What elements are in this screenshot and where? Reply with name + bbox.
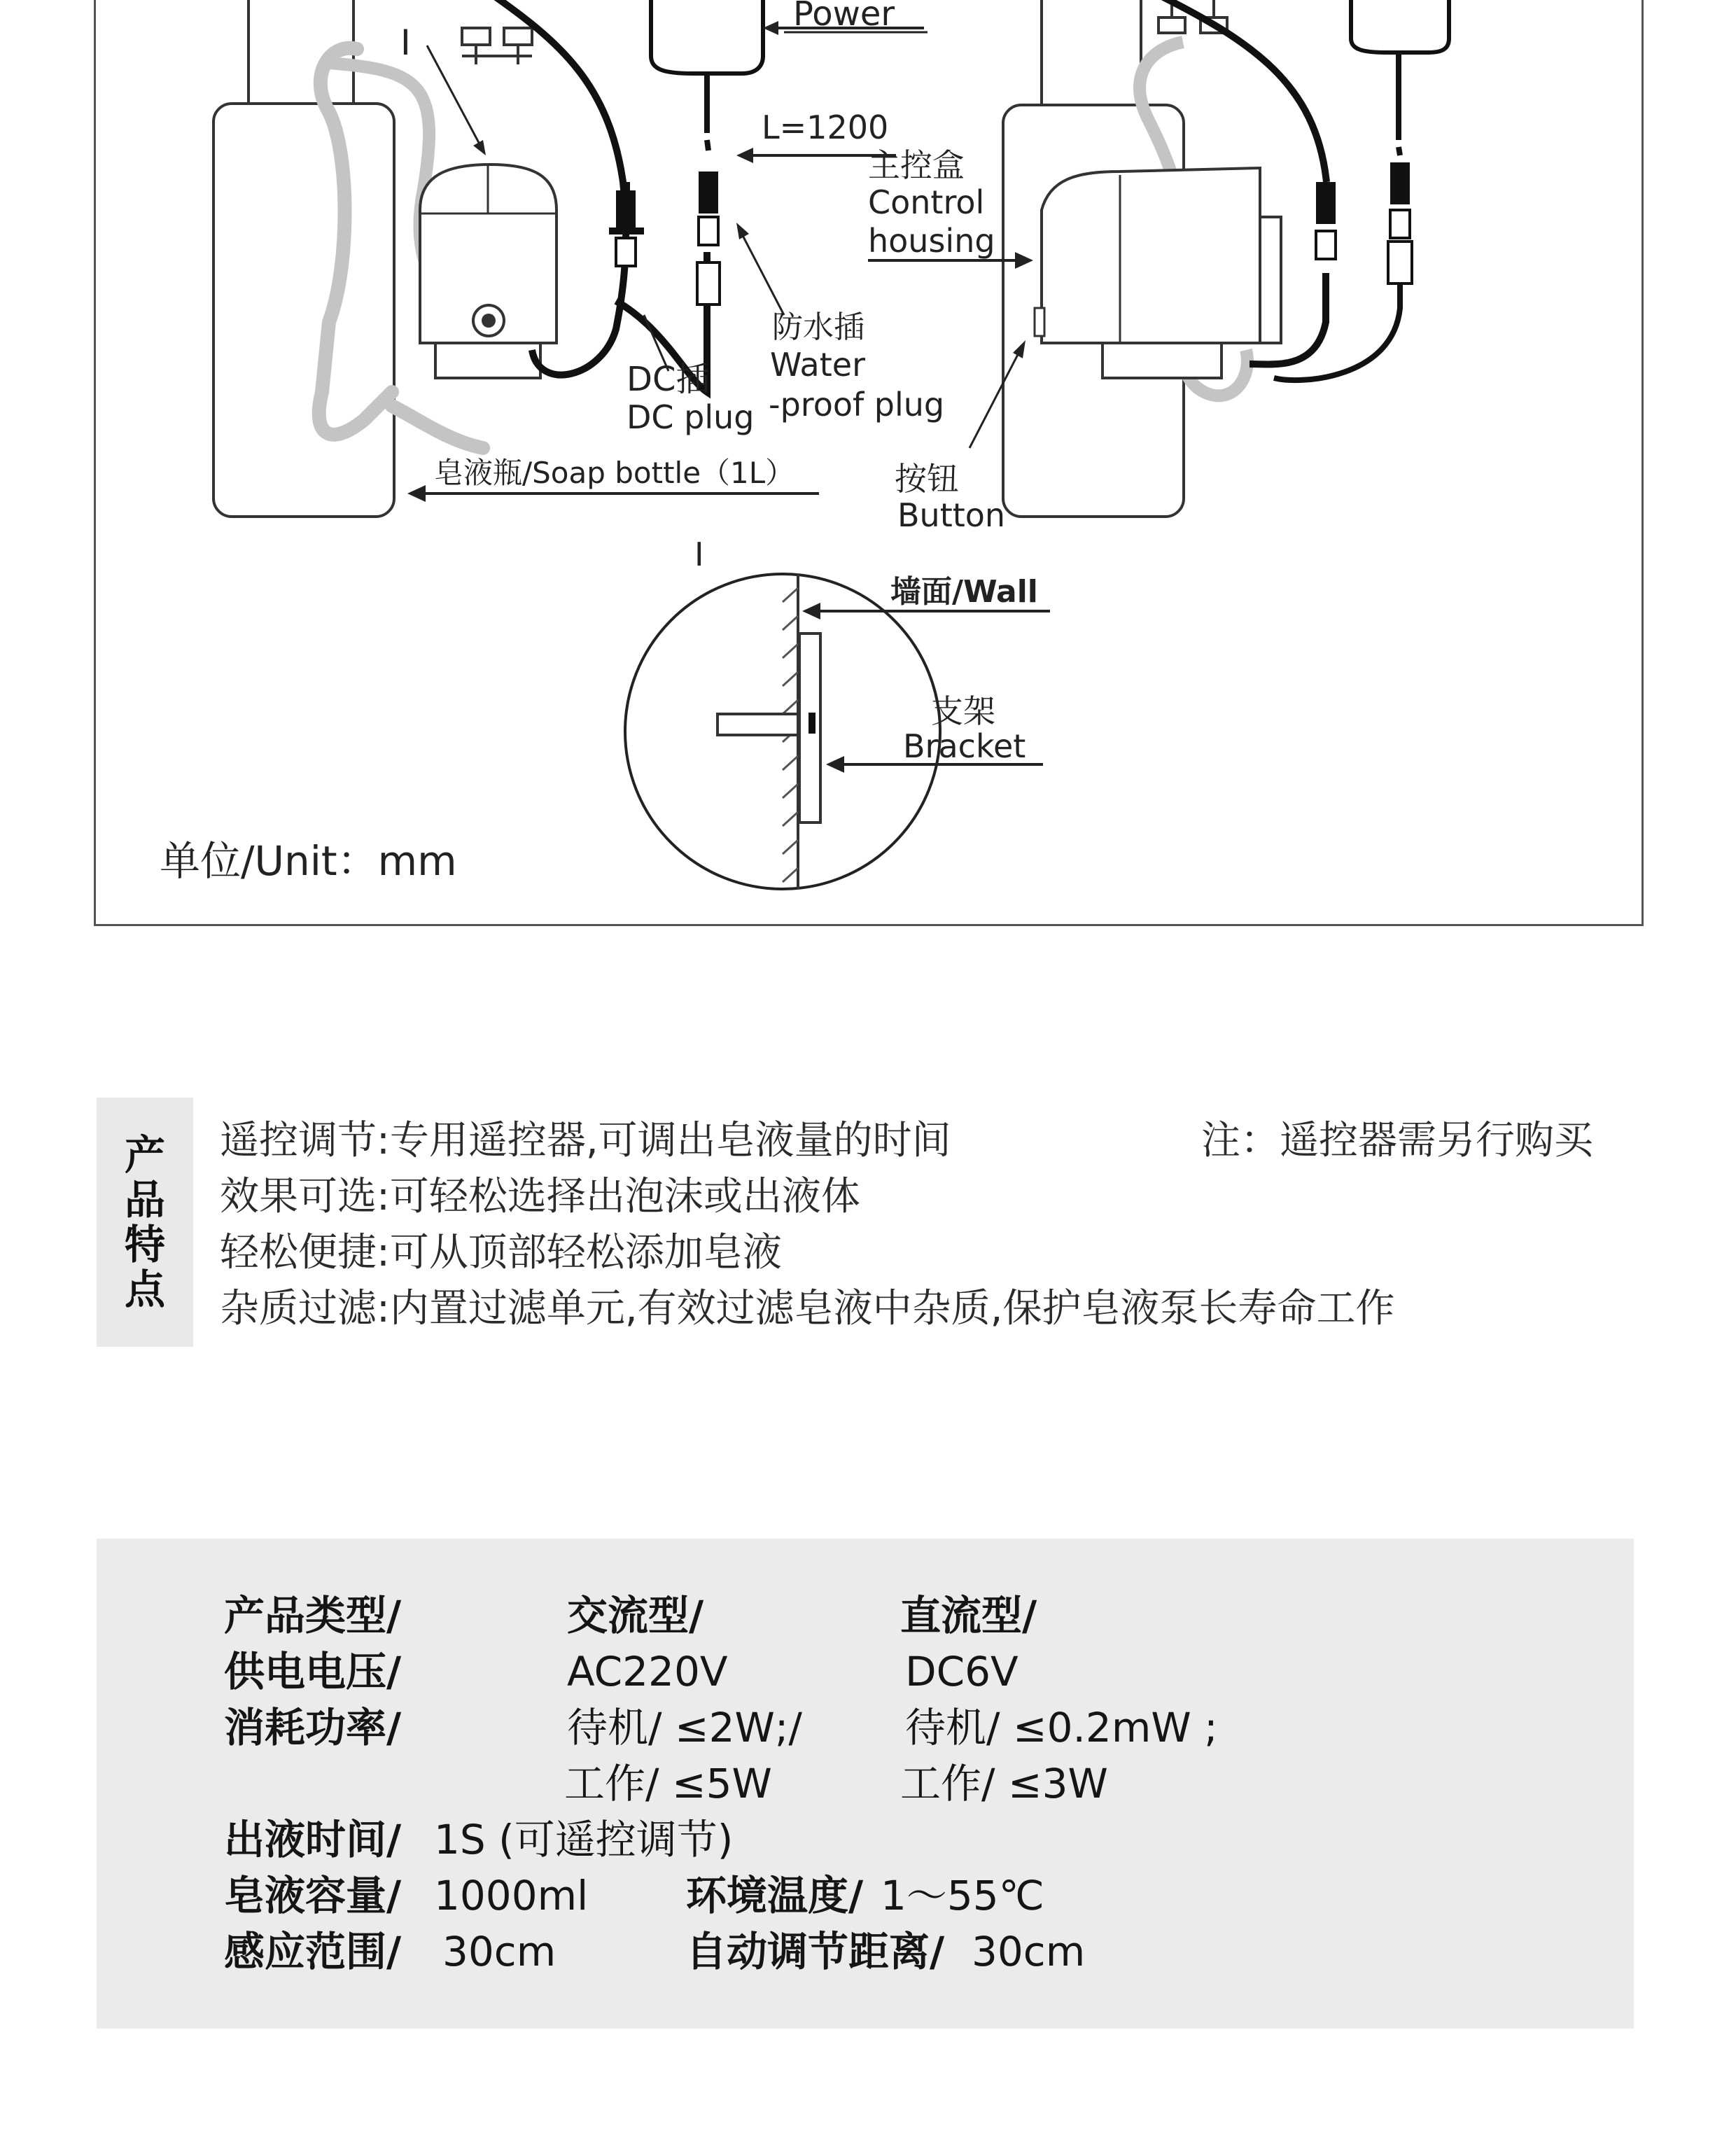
- left-connector-pins: [462, 28, 532, 64]
- spec-capacity-label: 皂液容量/: [224, 1872, 402, 1919]
- waterproof-cn: 防水插: [772, 309, 864, 345]
- button-cn: 按钮: [895, 460, 959, 498]
- waterproof-en-1: Water: [770, 346, 865, 384]
- bracket-cn: 支架: [931, 692, 995, 730]
- bracket-en: Bracket: [903, 727, 1026, 765]
- feature-item: 效果可选:可轻松选择出泡沫或出液体: [220, 1174, 860, 1219]
- specifications-panel: [97, 1539, 1634, 2029]
- feature-list: [220, 1113, 1593, 1337]
- feature-item: 轻松便捷:可从顶部轻松添加皂液: [220, 1230, 782, 1275]
- dc-plug-cn: DC插: [626, 360, 710, 399]
- feature-item: 杂质过滤:内置过滤单元,有效过滤皂液中杂质,保护皂液泵长寿命工作: [220, 1286, 1395, 1331]
- right-bottle-neck: [1042, 0, 1141, 105]
- marker-top: I: [400, 22, 411, 63]
- spec-standby-dc: 待机/ ≤0.2mW ;: [905, 1704, 1218, 1751]
- spec-temp-label: 环境温度/: [686, 1872, 864, 1919]
- soap-bottle-label: 皂液瓶/Soap bottle（1L）: [434, 456, 795, 490]
- spec-auto-value: 30cm: [972, 1928, 1086, 1975]
- features-tab-char: 特: [124, 1221, 165, 1268]
- control-housing-en-1: Control: [868, 183, 985, 221]
- features-tab-char: 产: [124, 1131, 165, 1179]
- spec-range-label: 感应范围/: [224, 1928, 402, 1975]
- spec-temp-value: 1～55℃: [881, 1872, 1044, 1919]
- features-tab-char: 点: [124, 1266, 165, 1313]
- dc-plug-en: DC plug: [626, 398, 755, 436]
- spec-work-ac: 工作/ ≤5W: [564, 1760, 772, 1807]
- spec-dispense-label: 出液时间/: [224, 1816, 402, 1863]
- wall-label: 墙面/Wall: [890, 574, 1038, 610]
- spec-type-ac: 交流型/: [567, 1592, 704, 1639]
- features-tab: [97, 1098, 193, 1347]
- right-control-housing: [1042, 168, 1260, 343]
- spec-capacity-value: 1000ml: [434, 1872, 589, 1919]
- spec-type-dc: 直流型/: [900, 1592, 1037, 1639]
- power-label: Power: [793, 0, 895, 34]
- spec-power-label: 消耗功率/: [224, 1704, 402, 1751]
- bracket-arm: [718, 714, 798, 735]
- spec-standby-ac: 待机/ ≤2W;/: [567, 1704, 802, 1751]
- spec-dispense-value: 1S (可遥控调节): [434, 1816, 734, 1863]
- button-en: Button: [897, 496, 1006, 534]
- spec-range-value: 30cm: [442, 1928, 556, 1975]
- spec-voltage-ac: AC220V: [567, 1648, 728, 1695]
- spec-auto-label: 自动调节距离/: [686, 1928, 945, 1975]
- spec-type-label: 产品类型/: [224, 1592, 402, 1639]
- control-housing-cn: 主控盒: [868, 146, 965, 184]
- spec-work-dc: 工作/ ≤3W: [900, 1760, 1108, 1807]
- spec-voltage-label: 供电电压/: [224, 1648, 402, 1695]
- unit-label: 单位/Unit：mm: [160, 837, 457, 885]
- control-housing-en-2: housing: [868, 222, 995, 260]
- right-power-adapter: [1351, 0, 1449, 52]
- waterproof-en-2: -proof plug: [769, 386, 945, 424]
- power-adapter: [651, 0, 763, 74]
- spec-voltage-dc: DC6V: [905, 1648, 1018, 1695]
- feature-note: 注：遥控器需另行购买: [1201, 1118, 1593, 1163]
- installation-diagram: [0, 0, 1736, 938]
- features-tab-char: 品: [124, 1176, 165, 1224]
- length-label: L=1200: [762, 108, 889, 146]
- left-soap-bottle: [214, 104, 394, 517]
- product-features-section: [97, 1098, 1593, 1347]
- feature-item: 遥控调节:专用遥控器,可调出皂液量的时间: [220, 1118, 951, 1163]
- marker-detail: I: [694, 536, 704, 573]
